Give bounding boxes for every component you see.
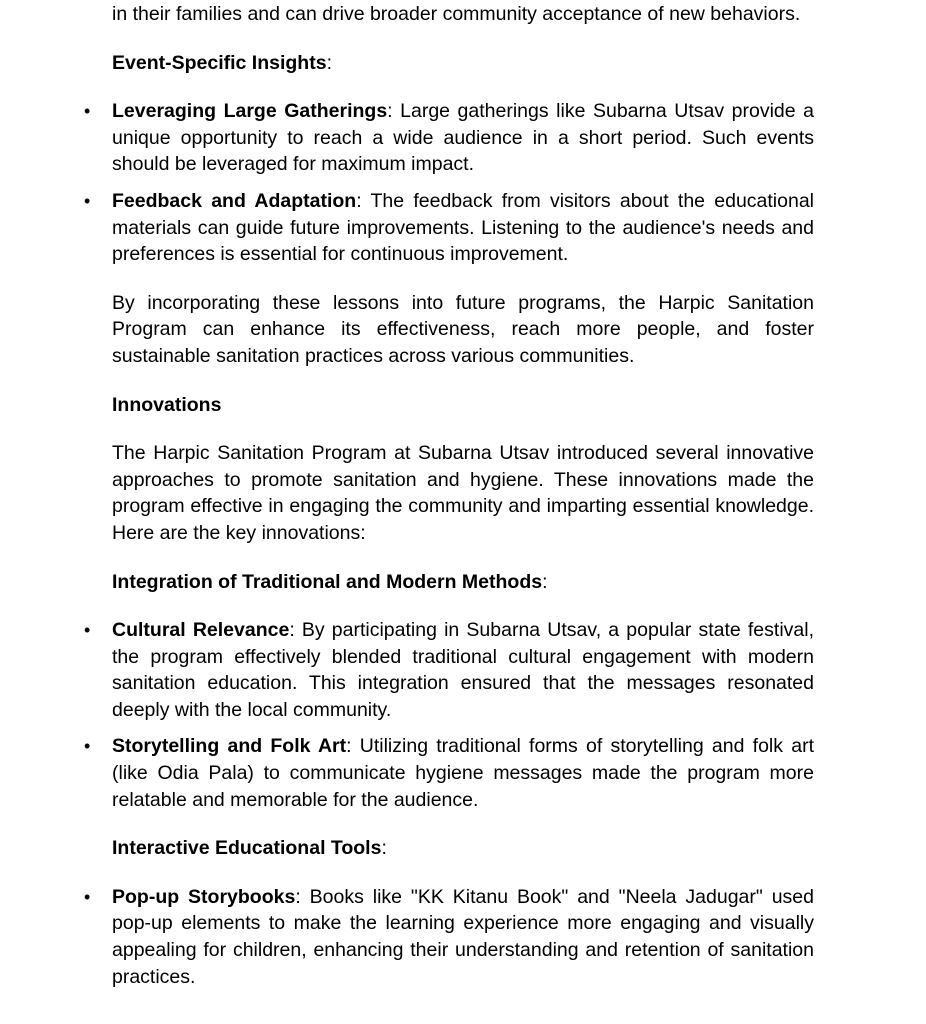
integration-heading (112, 569, 814, 596)
interactive-tools-list (112, 884, 814, 990)
event-insights-heading-label: Event-Specific Insights (112, 51, 327, 74)
list-item-text: : Books like "KK Kitanu Book" and "Neela Jadugar" used pop-up elements to make the learning experience more engaging and visually appealing for children, enhancing their understanding and retention of sanitation practices. (112, 885, 814, 988)
list-item-term: Cultural Relevance (112, 619, 290, 642)
list-item (112, 884, 814, 990)
event-insights-list (112, 98, 814, 268)
list-item (112, 617, 814, 723)
event-insights-heading (112, 50, 814, 77)
list-item-term: Leveraging Large Gatherings (112, 100, 388, 123)
heading-colon: : (381, 837, 387, 860)
innovations-heading-label: Innovations (112, 393, 222, 416)
interactive-tools-heading (112, 835, 814, 862)
list-item-term: Feedback and Adaptation (112, 189, 357, 212)
list-item-term: Pop-up Storybooks (112, 885, 296, 908)
integration-heading-label: Integration of Traditional and Modern Methods (112, 570, 543, 593)
heading-colon: : (326, 51, 332, 74)
list-item-text: : The feedback from visitors about the educational materials can guide future improvements. Listening to the audience's needs and preferences is essential for continuous improvement. (112, 189, 814, 266)
innovations-heading (112, 392, 814, 419)
intro-tail-paragraph: in their families and can drive broader community acceptance of new behaviors. (112, 3, 801, 25)
list-item-term: Storytelling and Folk Art (112, 735, 347, 758)
heading-colon: : (542, 570, 548, 593)
list-item (112, 98, 814, 178)
list-item (112, 188, 814, 268)
list-item-text: : Large gatherings like Subarna Utsav provide a unique opportunity to reach a wide audience in a short period. Such events should be leveraged for maximum impact. (112, 100, 814, 176)
list-item-text: : Utilizing traditional forms of storytelling and folk art (like Odia Pala) to communicate hygiene messages made the program more relatable and memorable for the audience. (112, 735, 814, 811)
document-page (112, 1, 814, 990)
innovations-intro-paragraph: The Harpic Sanitation Program at Subarna Utsav introduced several innovative approaches to promote sanitation and hygiene. These innovations made the program effective in engaging the community and imparting essential knowledge. Here are the key innovations: (112, 442, 814, 544)
integration-list (112, 617, 814, 813)
conclusion-paragraph: By incorporating these lessons into future programs, the Harpic Sanitation Program can enhance its effectiveness, reach more people, and foster sustainable sanitation practices across various communities. (112, 291, 814, 367)
list-item (112, 733, 814, 813)
list-item-text: : By participating in Subarna Utsav, a popular state festival, the program effectively blended traditional cultural engagement with modern sanitation education. This integration ensured that the messages resonated deeply with the local community. (112, 619, 814, 721)
interactive-tools-heading-label: Interactive Educational Tools (112, 837, 382, 860)
